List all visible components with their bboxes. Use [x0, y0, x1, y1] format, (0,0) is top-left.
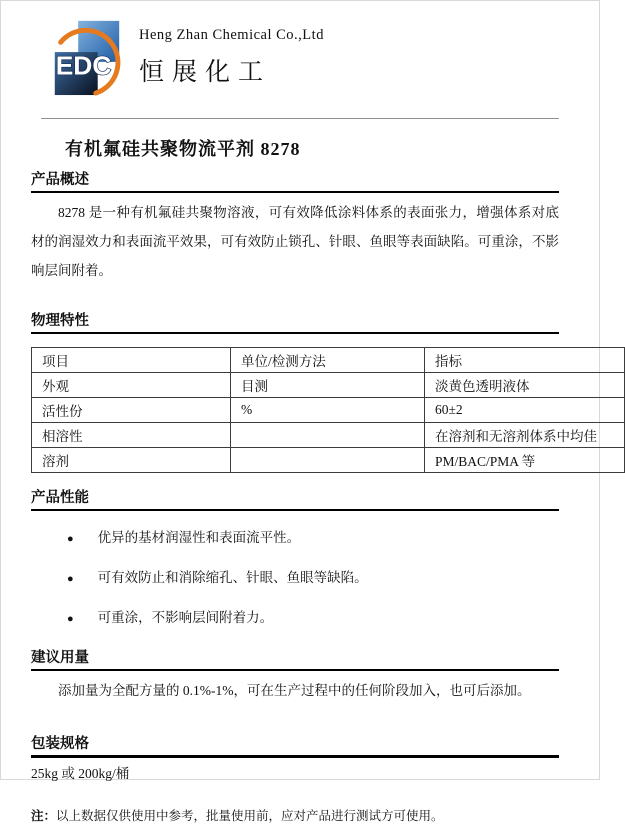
table-cell: 活性份	[32, 398, 231, 423]
packaging-spec: 25kg 或 200kg/桶	[31, 766, 130, 781]
table-header-spec: 指标	[425, 348, 625, 373]
bullet-icon: ●	[67, 533, 74, 545]
dosage-paragraph: 添加量为全配方量的 0.1%-1%，可在生产过程中的任何阶段加入，也可后添加。	[58, 683, 531, 698]
physical-properties-table	[31, 347, 625, 473]
company-name-english: Heng Zhan Chemical Co.,Ltd	[139, 27, 324, 43]
table-cell: PM/BAC/PMA 等	[425, 448, 625, 473]
section-heading-physical: 物理特性	[31, 309, 559, 334]
section-heading-dosage: 建议用量	[31, 646, 559, 671]
table-cell: 60±2	[425, 398, 625, 423]
table-cell	[231, 448, 425, 473]
edc-logo-icon	[45, 15, 127, 97]
table-cell: %	[231, 398, 425, 423]
table-row	[32, 448, 625, 473]
table-row	[32, 398, 625, 423]
table-header-item: 项目	[32, 348, 231, 373]
letterhead	[45, 15, 599, 97]
section-heading-performance: 产品性能	[31, 486, 559, 511]
footnote-text: 以上数据仅供使用中参考，批量使用前，应对产品进行测试方可使用。	[56, 809, 444, 823]
logo-text: EDC	[55, 50, 112, 81]
section-heading-overview: 产品概述	[31, 168, 559, 193]
header-divider	[41, 118, 559, 119]
table-row	[32, 373, 625, 398]
table-cell: 溶剂	[32, 448, 231, 473]
table-cell: 外观	[32, 373, 231, 398]
bullet-text: 可有效防止和消除缩孔、针眼、鱼眼等缺陷。	[97, 570, 368, 585]
product-title: 有机氟硅共聚物流平剂 8278	[65, 139, 301, 159]
table-row	[32, 423, 625, 448]
bullet-icon: ●	[67, 613, 74, 625]
table-header-row	[32, 348, 625, 373]
bullet-text: 可重涂，不影响层间附着力。	[97, 610, 274, 625]
performance-bullet-list	[31, 526, 559, 626]
list-item	[31, 606, 559, 626]
bullet-text: 优异的基材润湿性和表面流平性。	[97, 530, 301, 545]
overview-paragraph: 8278 是一种有机氟硅共聚物溶液，可有效降低涂料体系的表面张力，增强体系对底材的润湿效力和表面流平效果，可有效防止锁孔、针眼、鱼眼等表面缺陷。可重涂，不影响层间附着。	[31, 205, 559, 278]
section-heading-packaging: 包装规格	[31, 732, 559, 758]
company-block	[139, 15, 324, 88]
table-cell: 在溶剂和无溶剂体系中均佳	[425, 423, 625, 448]
company-name-chinese: 恒展化工	[139, 59, 272, 86]
list-item	[31, 526, 559, 546]
table-cell: 淡黄色透明液体	[425, 373, 625, 398]
table-header-unit-method: 单位/检测方法	[231, 348, 425, 373]
table-cell: 目测	[231, 373, 425, 398]
table-cell	[231, 423, 425, 448]
list-item	[31, 566, 559, 586]
footnote-label: 注：	[31, 809, 57, 823]
bullet-icon: ●	[67, 573, 74, 585]
footnote	[31, 806, 559, 824]
table-cell: 相溶性	[32, 423, 231, 448]
